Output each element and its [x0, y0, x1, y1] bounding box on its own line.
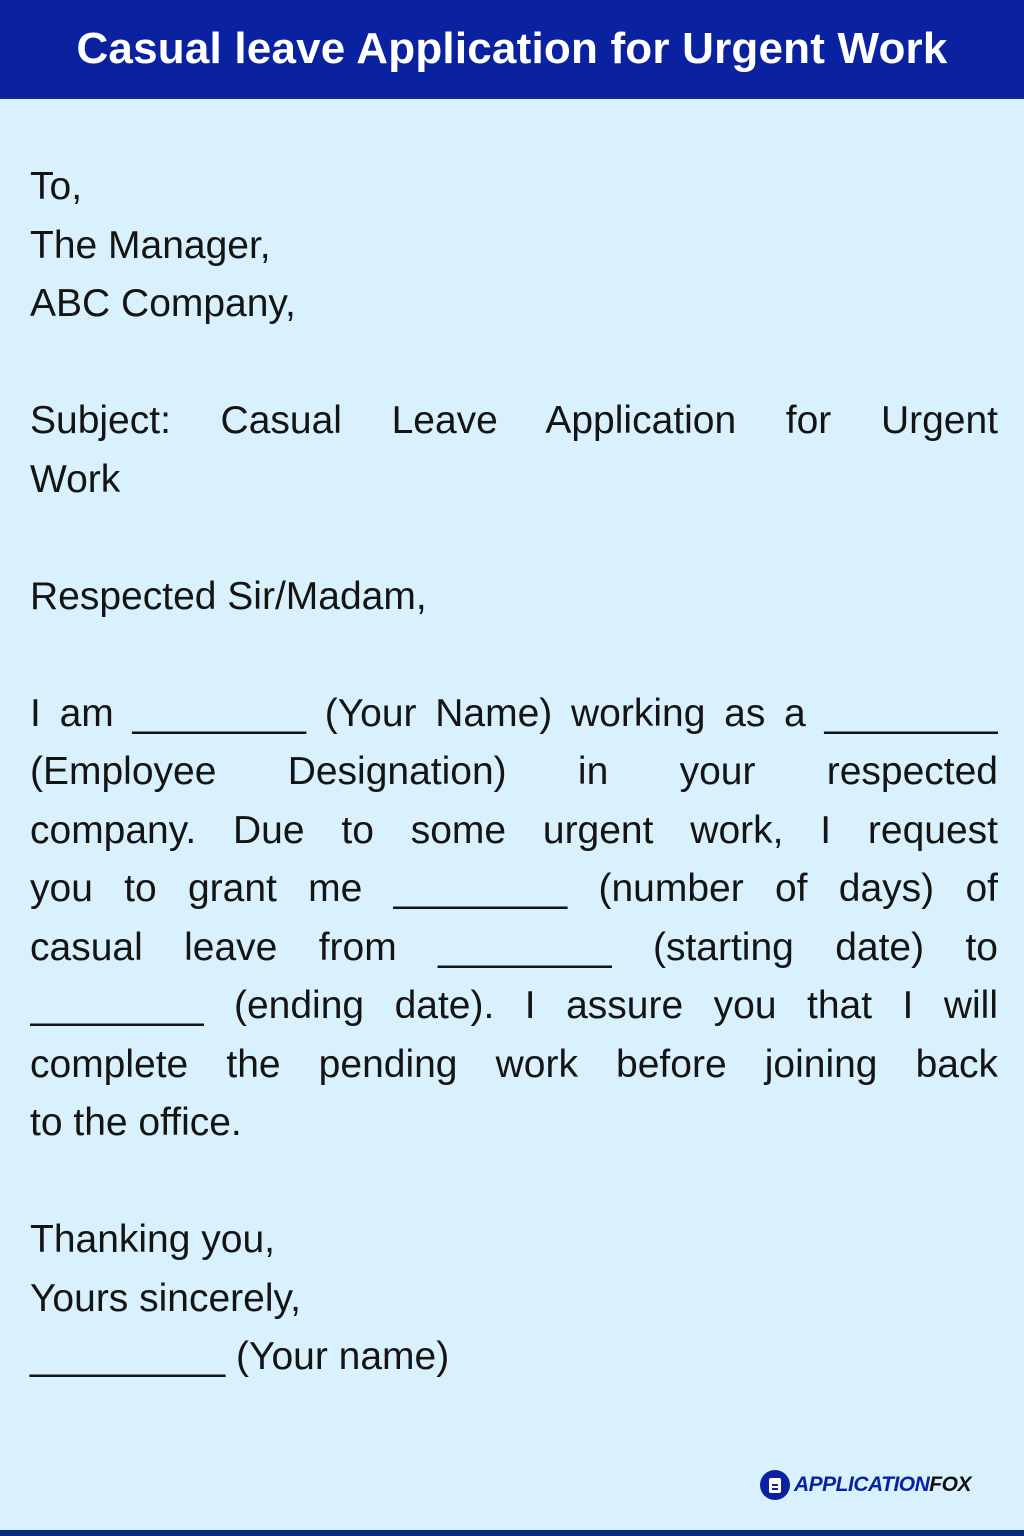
address-line: The Manager,	[30, 223, 271, 267]
address-line: ABC Company,	[30, 282, 296, 325]
signature-line: _________ (Your name)	[30, 1335, 450, 1378]
document-icon	[760, 1470, 790, 1500]
applicationfox-logo	[760, 1470, 971, 1500]
body-line: ________ (ending date). I assure you that I will	[30, 984, 998, 1027]
body-line: I am ________ (Your Name) working as a ________	[30, 691, 998, 735]
header-banner	[0, 0, 1024, 99]
salutation: Respected Sir/Madam,	[30, 574, 427, 618]
address-line: To,	[30, 165, 83, 208]
page-title: Casual leave Application for Urgent Work	[76, 23, 948, 73]
bottom-border	[0, 1530, 1024, 1536]
subject-line: Subject: Casual Leave Application for Urgent	[30, 399, 998, 442]
body-line: complete the pending work before joining back	[30, 1042, 998, 1086]
logo-text-part1: APPLICATION	[794, 1473, 930, 1496]
body-line: company. Due to some urgent work, I request	[30, 808, 998, 852]
body-line: (Employee Designation) in your respected	[30, 750, 998, 793]
body-line: to the office.	[30, 1101, 242, 1144]
body-line: you to grant me ________ (number of days) of	[30, 867, 998, 910]
closing-line: Yours sincerely,	[30, 1276, 301, 1320]
logo-text-part2: FOX	[929, 1473, 971, 1496]
letter-body	[30, 158, 998, 1387]
body-line: casual leave from ________ (starting date) to	[30, 925, 998, 969]
subject-line: Work	[30, 457, 121, 501]
closing-line: Thanking you,	[30, 1218, 275, 1261]
